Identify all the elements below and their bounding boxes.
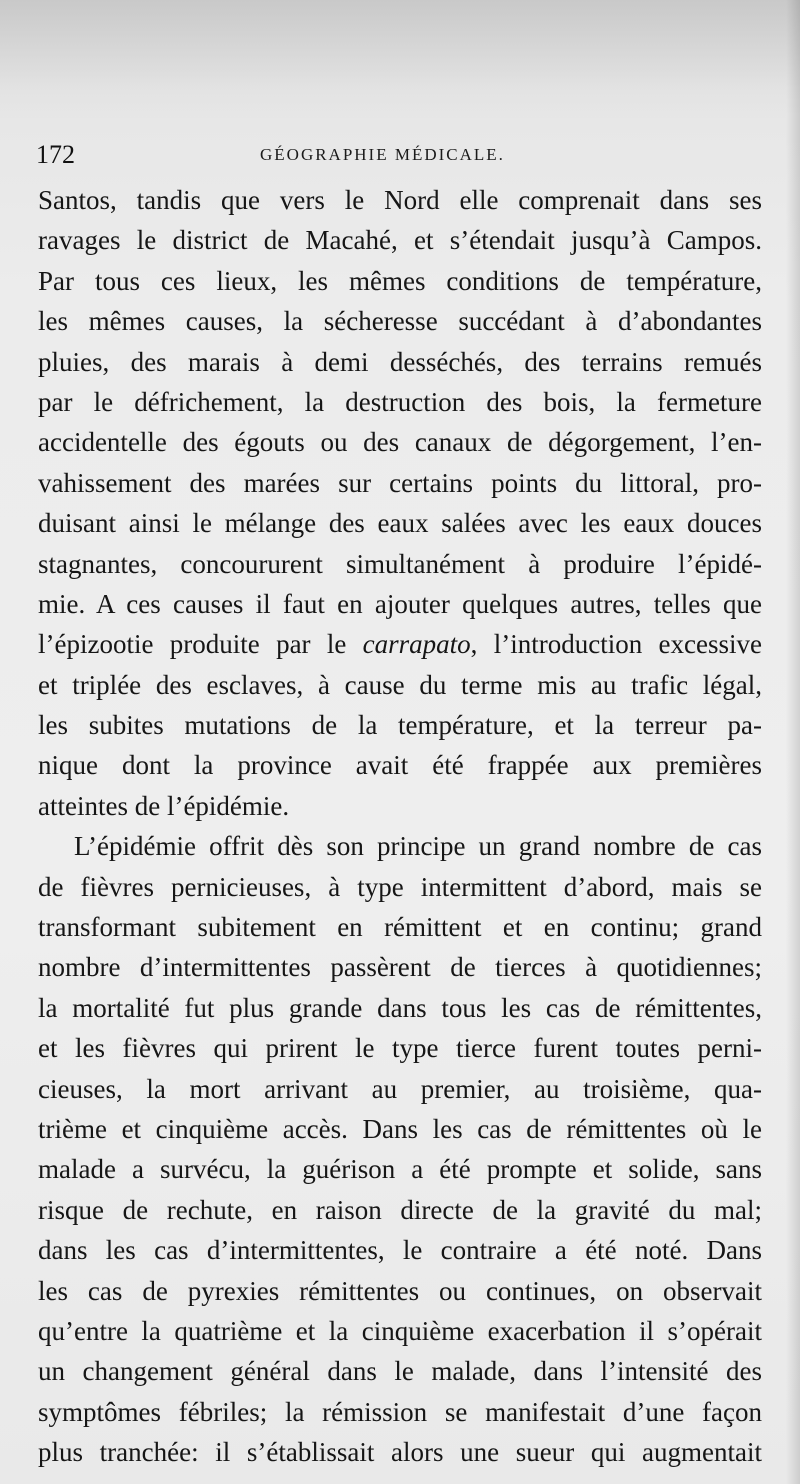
text-line: par le défrichement, la destruction des bois, la fermeture xyxy=(38,386,762,417)
page-header xyxy=(36,138,756,172)
text-segment: l’épizootie produite par le xyxy=(38,629,363,660)
text-line: vahissement des marées sur certains points du littoral, pro- xyxy=(38,467,762,498)
text-line: les subites mutations de la température, et la terreur pa- xyxy=(38,710,762,741)
text-line: la mortalité fut plus grande dans tous les cas de rémittentes, xyxy=(38,992,762,1023)
text-line: accidentelle des égouts ou des canaux de dégorgement, l’en- xyxy=(38,427,762,458)
text-line: atteintes de l’épidémie. xyxy=(38,790,290,821)
text-line: trième et cinquième accès. Dans les cas de rémittentes où le xyxy=(38,1113,762,1144)
text-line: les cas de pyrexies rémittentes ou continues, on observait xyxy=(38,1275,762,1306)
text-line: et les fièvres qui prirent le type tierce furent toutes perni- xyxy=(38,1033,762,1064)
text-line: de fièvres pernicieuses, à type intermittent d’abord, mais se xyxy=(38,871,762,902)
text-line: cieuses, la mort arrivant au premier, au troisième, qua- xyxy=(38,1073,762,1104)
text-line: nique dont la province avait été frappée aux premières xyxy=(38,750,762,781)
text-line: symptômes fébriles; la rémission se manifestait d’une façon xyxy=(38,1396,762,1427)
body-text xyxy=(38,180,762,1473)
text-line: dans les cas d’intermittentes, le contraire a été noté. Dans xyxy=(38,1235,762,1266)
text-line: L’épidémie offrit dès son principe un grand nombre de cas xyxy=(74,831,762,862)
page-edge-shadow xyxy=(786,0,800,1484)
text-line: stagnantes, concoururent simultanément à produire l’épidé- xyxy=(38,548,762,579)
text-line: Par tous ces lieux, les mêmes conditions de température, xyxy=(38,265,762,296)
text-line: ravages le district de Macahé, et s’étendait jusqu’à Campos. xyxy=(38,225,762,256)
text-line: nombre d’intermittentes passèrent de tierces à quotidiennes; xyxy=(38,952,762,983)
text-line: les mêmes causes, la sécheresse succédant à d’abondantes xyxy=(38,306,762,337)
text-segment: , l’introduction excessive xyxy=(470,629,762,660)
text-line: Santos, tandis que vers le Nord elle comprenait dans ses xyxy=(38,185,762,215)
text-line: pluies, des marais à demi desséchés, des terrains remués xyxy=(38,346,762,377)
text-line: duisant ainsi le mélange des eaux salées avec les eaux douces xyxy=(38,508,762,539)
text-line: qu’entre la quatrième et la cinquième exacerbation il s’opérait xyxy=(38,1315,762,1346)
text-line: mie. A ces causes il faut en ajouter quelques autres, telles que xyxy=(38,588,762,619)
page-top-shading xyxy=(0,0,800,120)
page-number: 172 xyxy=(36,140,75,169)
text-line-with-italic xyxy=(38,624,762,664)
text-line: et triplée des esclaves, à cause du terme mis au trafic légal, xyxy=(38,669,762,700)
text-line: plus tranchée: il s’établissait alors une sueur qui augmentait xyxy=(38,1437,762,1468)
text-line: un changement général dans le malade, dans l’intensité des xyxy=(38,1356,762,1387)
italic-term: carrapato xyxy=(362,629,471,660)
text-line: risque de rechute, en raison directe de la gravité du mal; xyxy=(38,1194,762,1225)
text-line: malade a survécu, la guérison a été prompte et solide, sans xyxy=(38,1154,762,1185)
text-line: transformant subitement en rémittent et en continu; grand xyxy=(38,912,762,943)
running-title: GÉOGRAPHIE MÉDICALE. xyxy=(260,145,505,164)
